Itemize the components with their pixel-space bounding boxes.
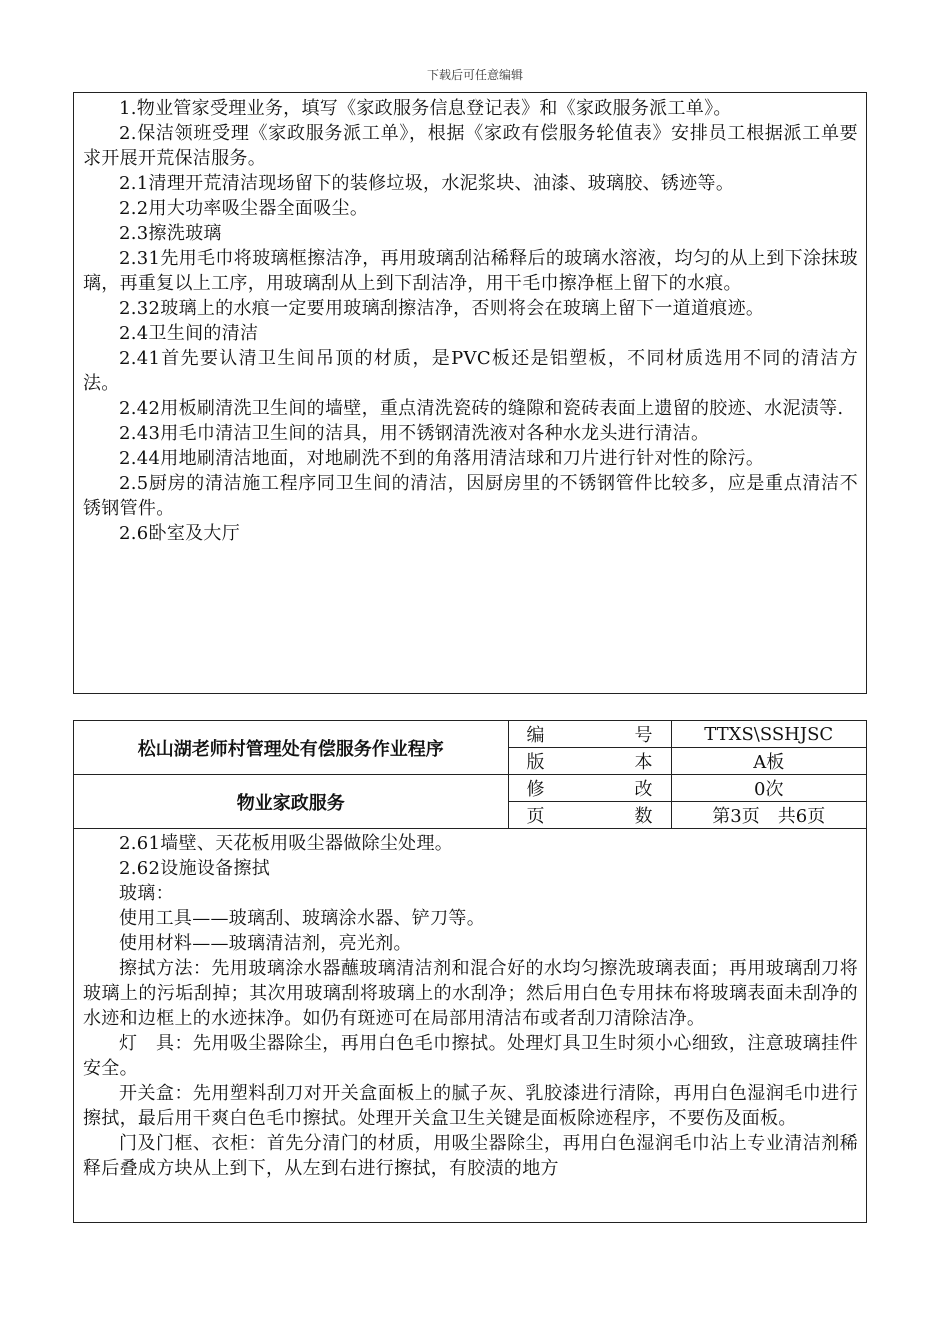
paragraph: 1.物业管家受理业务，填写《家政服务信息登记表》和《家政服务派工单》。	[119, 98, 732, 119]
procedure-page	[73, 720, 867, 1223]
paragraph: 2.保洁领班受理《家政服务派工单》，根据《家政有偿服务轮值表》安排员工根据派工单要求开展开荒保洁服务。	[83, 123, 858, 169]
paragraph: 灯 具：先用吸尘器除尘，再用白色毛巾擦拭。处理灯具卫生时须小心细致，注意玻璃挂件安全。	[83, 1033, 858, 1079]
document-header-table	[74, 721, 866, 829]
paragraph: 2.61墙壁、天花板用吸尘器做除尘处理。	[119, 833, 454, 854]
paragraph: 2.62设施设备擦拭	[119, 858, 271, 879]
download-note: 下载后可任意编辑	[426, 68, 523, 82]
procedure-box-continued	[73, 92, 867, 694]
paragraph: 2.6卧室及大厅	[119, 523, 241, 544]
paragraph: 使用材料——玻璃清洁剂，亮光剂。	[119, 933, 412, 954]
paragraph: 门及门框、衣柜：首先分清门的材质，用吸尘器除尘，再用白色湿润毛巾沾上专业清洁剂稀释后叠成方块从上到下，从左到右进行擦拭，有胶渍的地方	[83, 1133, 858, 1179]
document-subtitle: 物业家政服务	[74, 775, 508, 829]
header-label: 页 数	[508, 802, 671, 829]
header-label: 编 号	[508, 721, 671, 748]
paragraph: 2.1清理开荒清洁现场留下的装修垃圾，水泥浆块、油漆、玻璃胶、锈迹等。	[119, 173, 735, 194]
paragraph: 2.2用大功率吸尘器全面吸尘。	[119, 198, 369, 219]
header-value: 第3页 共6页	[671, 802, 866, 829]
paragraph: 2.43用毛巾清洁卫生间的洁具，用不锈钢清洗液对各种水龙头进行清洁。	[119, 423, 710, 444]
paragraph: 擦拭方法：先用玻璃涂水器蘸玻璃清洁剂和混合好的水均匀擦洗玻璃表面；再用玻璃刮刀将玻璃上的污垢刮掉；其次用玻璃刮将玻璃上的水刮净；然后用白色专用抹布将玻璃表面未刮净的水迹和边框上的水迹抹净。如仍有斑迹可在局部用清洁布或者刮刀清除洁净。	[83, 958, 858, 1029]
paragraph: 2.42用板刷清洗卫生间的墙壁，重点清洗瓷砖的缝隙和瓷砖表面上遗留的胶迹、水泥渍等.	[119, 398, 844, 419]
header-label: 修 改	[508, 775, 671, 802]
paragraph: 玻璃：	[119, 883, 174, 904]
paragraph: 2.4卫生间的清洁	[119, 323, 259, 344]
header-value: A板	[671, 748, 866, 775]
paragraph: 2.41首先要认清卫生间吊顶的材质，是PVC板还是铝塑板，不同材质选用不同的清洁方法。	[83, 348, 858, 394]
procedure-body	[74, 829, 866, 1181]
paragraph: 2.32玻璃上的水痕一定要用玻璃刮擦洁净，否则将会在玻璃上留下一道道痕迹。	[119, 298, 765, 319]
header-value: TTXS\SSHJSC	[671, 721, 866, 748]
paragraph: 2.5厨房的清洁施工程序同卫生间的清洁，因厨房里的不锈钢管件比较多，应是重点清洁不锈钢管件。	[83, 473, 858, 519]
paragraph: 开关盒：先用塑料刮刀对开关盒面板上的腻子灰、乳胶漆进行清除，再用白色湿润毛巾进行擦拭，最后用干爽白色毛巾擦拭。处理开关盒卫生关键是面板除迹程序，不要伤及面板。	[83, 1083, 858, 1129]
header-label: 版 本	[508, 748, 671, 775]
header-value: 0次	[671, 775, 866, 802]
paragraph: 使用工具——玻璃刮、玻璃涂水器、铲刀等。	[119, 908, 485, 929]
document-title: 松山湖老师村管理处有偿服务作业程序	[74, 721, 508, 775]
paragraph: 2.3擦洗玻璃	[119, 223, 222, 244]
paragraph: 2.31先用毛巾将玻璃框擦洁净，再用玻璃刮沾稀释后的玻璃水溶液，均匀的从上到下涂抹玻璃，再重复以上工序，用玻璃刮从上到下刮洁净，用干毛巾擦净框上留下的水痕。	[83, 248, 858, 294]
paragraph: 2.44用地刷清洁地面，对地刷洗不到的角落用清洁球和刀片进行针对性的除污。	[119, 448, 765, 469]
